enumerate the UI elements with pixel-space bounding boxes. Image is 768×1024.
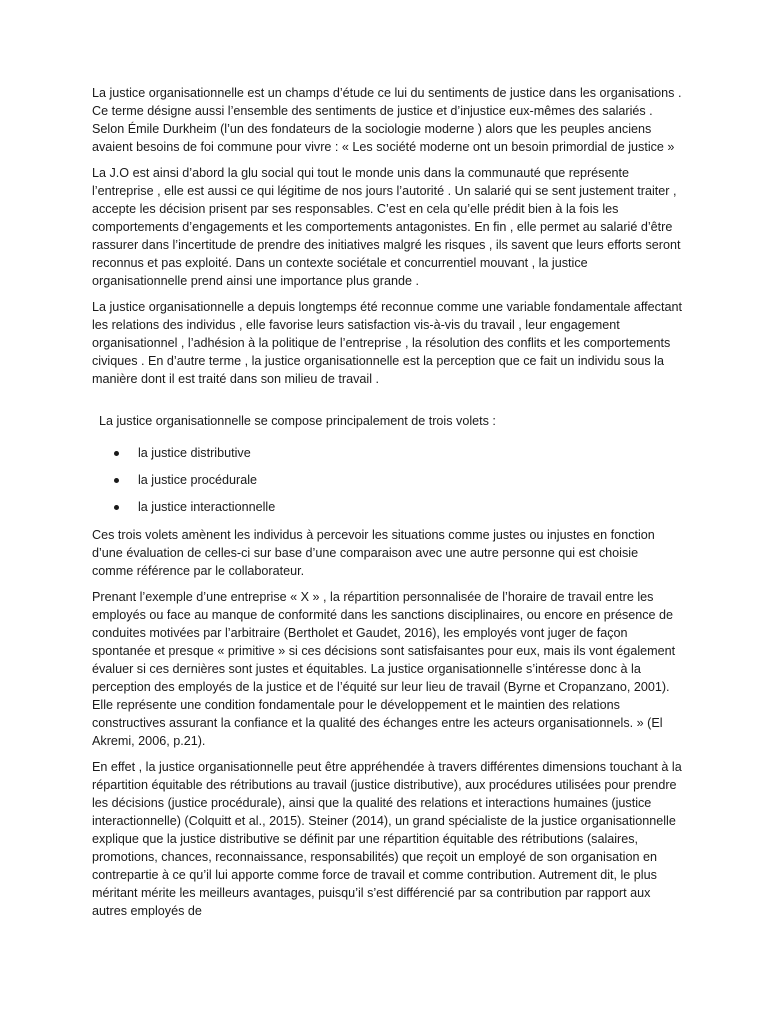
bullet-icon <box>114 451 119 456</box>
list-item <box>92 444 682 462</box>
list-item-label: la justice distributive <box>138 446 251 460</box>
bullet-icon <box>114 478 119 483</box>
three-components-intro: La justice organisationnelle se compose principalement de trois volets : <box>99 414 496 428</box>
paragraph-social-glue: La J.O est ainsi d’abord la glu social qui tout le monde unis dans la communauté que représente l’entreprise , elle est aussi ce qui légitime de nos jours l’autorité . Un salarié qui se sent justement traiter , accepte les décision prisent par ses responsables. C’est en cela qu’elle prédit bien à la fois les comportements d’engagements et les comportements antagonistes. En fin , elle permet au salarié d’être rassurer dans l’incertitude de prendre des initiatives malgré les risques , ils savent que leurs efforts seront reconnus et pas exploité. Dans un contexte sociétale et concurrentiel mouvant , la justice organisationnelle prend ainsi une importance plus grande . <box>92 166 681 288</box>
bullet-icon <box>114 505 119 510</box>
components-list <box>92 444 682 516</box>
paragraph-definition: La justice organisationnelle est un champs d’étude ce lui du sentiments de justice dans les organisations . Ce terme désigne aussi l’ensemble des sentiments de justice et d’injustice eux-mêmes des salariés . Selon Émile Durkheim (l’un des fondateurs de la sociologie moderne ) alors que les peuples anciens avaient besoins de foi commune pour vivre : « Les société moderne ont un besoin primordial de justice » <box>92 86 682 154</box>
paragraph-example: Prenant l’exemple d’une entreprise « X » , la répartition personnalisée de l’horaire de travail entre les employés ou face au manque de conformité dans les sanctions disciplinaires, ou encore en présence de conduites motivées par l’arbitraire (Bertholet et Gaudet, 2016), les employés vont juger de façon spontanée et presque « primitive » si ces décisions sont satisfaisantes pour eux, mais ils vont également évaluer si ces dernières sont justes et équitables. La justice organisationnelle s’intéresse donc à la perception des employés de la justice et de l’équité sur leur lieu de travail (Byrne et Cropanzano, 2001). Elle représente une condition fondamentale pour le développement et le maintien des relations constructives assurant la confiance et la qualité des échanges entre les acteurs organisationnels. » (El Akremi, 2006, p.21). <box>92 590 676 748</box>
list-item-label: la justice interactionnelle <box>138 500 276 514</box>
paragraph-dimensions: En effet , la justice organisationnelle peut être appréhendée à travers différentes dimensions touchant à la répartition équitable des rétributions au travail (justice distributive), aux procédures utilisées pour prendre les décisions (justice procédurale), ainsi que la qualité des relations et interactions humaines (justice interactionnelle) (Colquitt et al., 2015). Steiner (2014), un grand spécialiste de la justice organisationnelle explique que la justice distributive se définit par une répartition équitable des rétributions (salaires, promotions, chances, reconnaissance, responsabilités) que reçoit un employé de son organisation en contrepartie à ce qu’il lui apporte comme force de travail et comme contribution. Autrement dit, le plus méritant mérite les meilleurs avantages, puisqu’il s’est différencié par sa contribution par rapport aux autres employés de <box>92 760 682 918</box>
list-item <box>92 471 682 489</box>
list-item <box>92 498 682 516</box>
paragraph-fundamental-variable: La justice organisationnelle a depuis longtemps été reconnue comme une variable fondamentale affectant les relations des individus , elle favorise leurs satisfaction vis-à-vis du travail , leur engagement organisationnel , l’adhésion à la politique de l’entreprise , la résolution des conflits et les comportements civiques . En d’autre terme , la justice organisationnelle est la perception que ce fait un individu sous la manière dont il est traité dans son milieu de travail . <box>92 300 682 386</box>
document-page <box>92 84 682 928</box>
list-item-label: la justice procédurale <box>138 473 258 487</box>
paragraph-three-components: Ces trois volets amènent les individus à percevoir les situations comme justes ou injustes en fonction d’une évaluation de celles-ci sur base d’une comparaison avec une autre personne qui est choisie comme référence par le collaborateur. <box>92 528 655 578</box>
